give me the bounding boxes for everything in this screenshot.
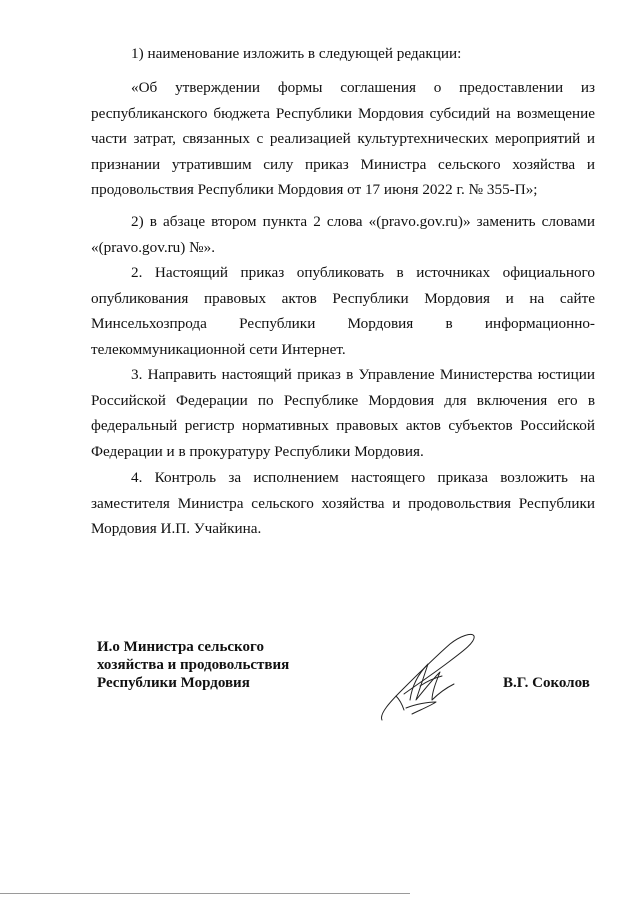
paragraph-item-4: 4. Контроль за исполнением настоящего приказа возложить на заместителя Министра сельского хозяйства и продовольствия Республики Мордовия И.П. Учайкина. [91, 469, 595, 538]
handwritten-signature [376, 630, 480, 726]
paragraph-amendment-1: 1) наименование изложить в следующей редакции: [131, 45, 462, 62]
page-bottom-rule [0, 893, 410, 894]
paragraph-item-2: 2. Настоящий приказ опубликовать в источниках официального опубликования правовых актов Республики Мордовия и на сайте Минсельхозпрода Республики Мордовия в информационно-телекоммуникационной сети Интернет. [91, 264, 595, 358]
paragraph-amendment-2: 2) в абзаце втором пункта 2 слова «(pravo.gov.ru)» заменить словами «(pravo.gov.ru) №». [91, 213, 595, 256]
signatory-title-line: Республики Мордовия [97, 675, 250, 691]
signatory-title [97, 638, 289, 692]
signatory-name: В.Г. Соколов [503, 675, 590, 691]
signatory-title-line: И.о Министра сельского [97, 639, 264, 655]
paragraph-item-3: 3. Направить настоящий приказ в Управление Министерства юстиции Российской Федерации по Республике Мордовия для включения его в федеральный регистр нормативных правовых актов субъектов Российской Федерации и в прокуратуру Республики Мордовия. [91, 366, 595, 460]
signatory-title-line: хозяйства и продовольствия [97, 657, 290, 673]
paragraph-new-title: «Об утверждении формы соглашения о предоставлении из республиканского бюджета Республики Мордовия субсидий на возмещение части затрат, связанных с реализацией культуртехнических мероприятий и признании утратившим силу приказ Министра сельского хозяйства и продовольствия Республики Мордовия от 17 июня 2022 г. № 355-П»; [91, 79, 595, 199]
